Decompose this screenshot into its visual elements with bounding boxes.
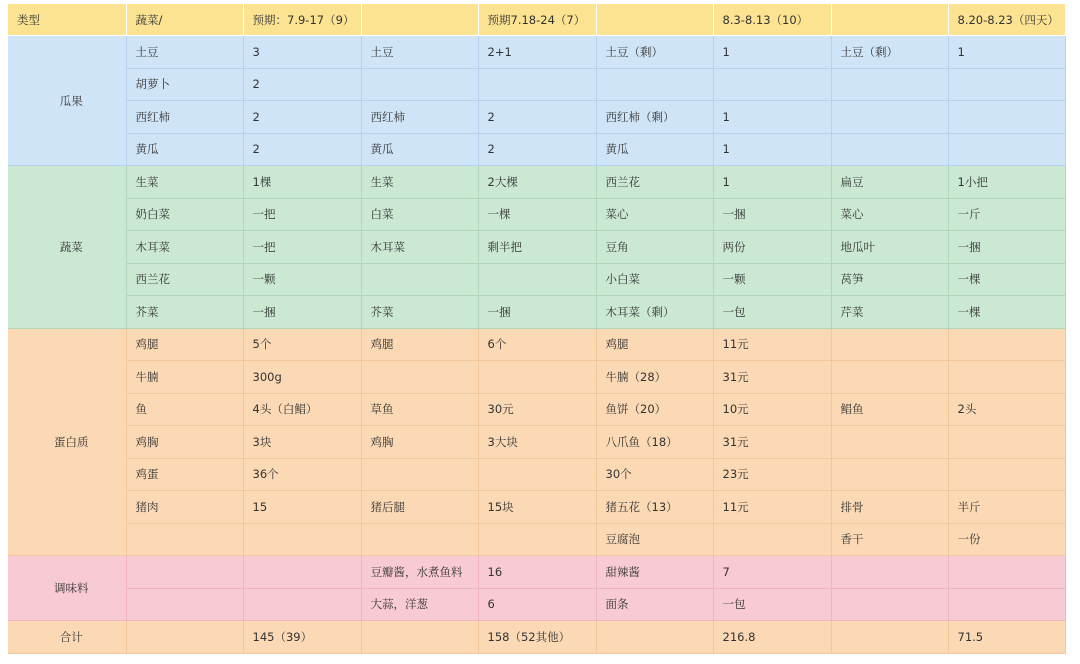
- table-cell[interactable]: 11元: [713, 491, 831, 524]
- table-cell[interactable]: [478, 458, 596, 491]
- table-cell[interactable]: [948, 361, 1065, 394]
- table-cell[interactable]: 菜心: [831, 198, 948, 231]
- category-cell[interactable]: 蛋白质: [8, 328, 126, 556]
- table-cell[interactable]: 1: [713, 36, 831, 69]
- table-cell[interactable]: 猪五花（13）: [596, 491, 713, 524]
- header-cell[interactable]: 预期7.18-24（7）: [478, 4, 596, 36]
- header-cell[interactable]: 预期：7.9-17（9）: [243, 4, 361, 36]
- table-cell[interactable]: 一把: [243, 231, 361, 264]
- table-cell[interactable]: 鸡腿: [126, 328, 243, 361]
- table-cell[interactable]: [478, 68, 596, 101]
- table-cell[interactable]: 2: [243, 133, 361, 166]
- table-cell[interactable]: [126, 588, 243, 621]
- table-cell[interactable]: 1: [948, 36, 1065, 69]
- table-cell[interactable]: [478, 523, 596, 556]
- table-cell[interactable]: 奶白菜: [126, 198, 243, 231]
- table-cell[interactable]: 剩半把: [478, 231, 596, 264]
- table-cell[interactable]: 6: [478, 588, 596, 621]
- table-cell[interactable]: 小白菜: [596, 263, 713, 296]
- table-cell[interactable]: 一份: [948, 523, 1065, 556]
- category-cell[interactable]: 蔬菜: [8, 166, 126, 329]
- table-cell[interactable]: [361, 458, 478, 491]
- table-cell[interactable]: 豆腐泡: [596, 523, 713, 556]
- table-cell[interactable]: 鱼: [126, 393, 243, 426]
- total-cell[interactable]: 158（52其他）: [478, 621, 596, 654]
- table-cell[interactable]: 5个: [243, 328, 361, 361]
- table-cell[interactable]: 生菜: [361, 166, 478, 199]
- table-cell[interactable]: 两份: [713, 231, 831, 264]
- header-cell[interactable]: [831, 4, 948, 36]
- table-cell[interactable]: [948, 133, 1065, 166]
- table-cell[interactable]: [948, 556, 1065, 589]
- table-cell[interactable]: 16: [478, 556, 596, 589]
- table-cell[interactable]: [478, 263, 596, 296]
- table-cell[interactable]: 一捆: [948, 231, 1065, 264]
- table-cell[interactable]: 木耳菜: [361, 231, 478, 264]
- table-cell[interactable]: 7: [713, 556, 831, 589]
- table-cell[interactable]: 300g: [243, 361, 361, 394]
- table-row: [8, 426, 1065, 459]
- table-cell[interactable]: [361, 263, 478, 296]
- table-cell[interactable]: [831, 556, 948, 589]
- table-cell[interactable]: 一颗: [243, 263, 361, 296]
- table-cell[interactable]: 2: [243, 68, 361, 101]
- table-cell[interactable]: [948, 328, 1065, 361]
- table-cell[interactable]: 1小把: [948, 166, 1065, 199]
- total-cell[interactable]: 216.8: [713, 621, 831, 654]
- table-cell[interactable]: [948, 588, 1065, 621]
- table-row: [8, 231, 1065, 264]
- table-row: [8, 556, 1065, 589]
- header-cell[interactable]: 类型: [8, 4, 126, 36]
- category-cell[interactable]: 瓜果: [8, 36, 126, 166]
- table-cell[interactable]: [713, 523, 831, 556]
- table-cell[interactable]: 莴笋: [831, 263, 948, 296]
- table-cell[interactable]: 黄瓜: [126, 133, 243, 166]
- table-cell[interactable]: 11元: [713, 328, 831, 361]
- table-cell[interactable]: 2头: [948, 393, 1065, 426]
- table-row: [8, 36, 1065, 69]
- table-cell[interactable]: 23元: [713, 458, 831, 491]
- table-cell[interactable]: 1棵: [243, 166, 361, 199]
- table-cell[interactable]: 芹菜: [831, 296, 948, 329]
- table-cell[interactable]: 6个: [478, 328, 596, 361]
- table-cell[interactable]: 3: [243, 36, 361, 69]
- table-cell[interactable]: 一颗: [713, 263, 831, 296]
- table-cell[interactable]: 扁豆: [831, 166, 948, 199]
- table-cell[interactable]: 芥菜: [126, 296, 243, 329]
- table-cell[interactable]: 西红柿（剩）: [596, 101, 713, 134]
- table-cell[interactable]: [126, 523, 243, 556]
- table-cell[interactable]: 一捆: [243, 296, 361, 329]
- table-cell[interactable]: 鲳鱼: [831, 393, 948, 426]
- table-row: [8, 198, 1065, 231]
- table-cell[interactable]: 一斤: [948, 198, 1065, 231]
- table-cell[interactable]: [948, 101, 1065, 134]
- table-cell[interactable]: 30元: [478, 393, 596, 426]
- table-cell[interactable]: 15: [243, 491, 361, 524]
- table-cell[interactable]: [948, 426, 1065, 459]
- table-cell[interactable]: [831, 426, 948, 459]
- total-cell[interactable]: [126, 621, 243, 654]
- table-cell[interactable]: 土豆: [361, 36, 478, 69]
- total-cell[interactable]: 71.5: [948, 621, 1065, 654]
- table-cell[interactable]: 土豆（剩）: [831, 36, 948, 69]
- table-cell[interactable]: 1: [713, 133, 831, 166]
- table-cell[interactable]: 3大块: [478, 426, 596, 459]
- table-cell[interactable]: 一捆: [713, 198, 831, 231]
- table-cell[interactable]: 10元: [713, 393, 831, 426]
- table-cell[interactable]: 牛腩（28）: [596, 361, 713, 394]
- table-cell[interactable]: 胡萝卜: [126, 68, 243, 101]
- table-cell[interactable]: [831, 133, 948, 166]
- total-row: [8, 621, 1065, 654]
- table-cell[interactable]: [243, 556, 361, 589]
- table-cell[interactable]: 鸡胸: [361, 426, 478, 459]
- table-cell[interactable]: 一包: [713, 296, 831, 329]
- total-cell[interactable]: [831, 621, 948, 654]
- table-cell[interactable]: [948, 458, 1065, 491]
- table-cell[interactable]: 猪肉: [126, 491, 243, 524]
- table-cell[interactable]: 一捆: [478, 296, 596, 329]
- table-cell[interactable]: 2: [478, 133, 596, 166]
- table-cell[interactable]: [831, 328, 948, 361]
- table-cell[interactable]: 鱼饼（20）: [596, 393, 713, 426]
- table-row: [8, 361, 1065, 394]
- table-cell[interactable]: 一棵: [948, 296, 1065, 329]
- table-cell[interactable]: 31元: [713, 361, 831, 394]
- table-cell[interactable]: [478, 361, 596, 394]
- table-cell[interactable]: 1: [713, 101, 831, 134]
- table-cell[interactable]: 3块: [243, 426, 361, 459]
- table-cell[interactable]: 鸡腿: [361, 328, 478, 361]
- table-row: [8, 296, 1065, 329]
- header-cell[interactable]: 蔬菜/: [126, 4, 243, 36]
- header-cell[interactable]: [361, 4, 478, 36]
- table-cell[interactable]: 菜心: [596, 198, 713, 231]
- table-cell[interactable]: 草鱼: [361, 393, 478, 426]
- table-cell[interactable]: 30个: [596, 458, 713, 491]
- table-cell[interactable]: 鸡蛋: [126, 458, 243, 491]
- table-cell[interactable]: [126, 556, 243, 589]
- table-cell[interactable]: 15块: [478, 491, 596, 524]
- table-row: [8, 491, 1065, 524]
- table-cell[interactable]: [361, 68, 478, 101]
- header-row: [8, 4, 1065, 36]
- table-row: [8, 588, 1065, 621]
- table-cell[interactable]: 西兰花: [596, 166, 713, 199]
- table-cell[interactable]: 半斤: [948, 491, 1065, 524]
- table-cell[interactable]: 一棵: [478, 198, 596, 231]
- table-cell[interactable]: 土豆（剩）: [596, 36, 713, 69]
- table-cell[interactable]: 香干: [831, 523, 948, 556]
- table-cell[interactable]: 猪后腿: [361, 491, 478, 524]
- table-row: [8, 166, 1065, 199]
- grocery-table: [8, 4, 1066, 654]
- table-cell[interactable]: [596, 68, 713, 101]
- table-row: [8, 101, 1065, 134]
- table-cell[interactable]: 一把: [243, 198, 361, 231]
- total-label-cell[interactable]: 合计: [8, 621, 126, 654]
- table-cell[interactable]: 36个: [243, 458, 361, 491]
- table-cell[interactable]: 地瓜叶: [831, 231, 948, 264]
- table-cell[interactable]: 2+1: [478, 36, 596, 69]
- table-cell[interactable]: 西红柿: [361, 101, 478, 134]
- table-cell[interactable]: 西红柿: [126, 101, 243, 134]
- table-cell[interactable]: 八爪鱼（18）: [596, 426, 713, 459]
- table-cell[interactable]: 芥菜: [361, 296, 478, 329]
- header-cell[interactable]: 8.20-8.23（四天）: [948, 4, 1065, 36]
- table-cell[interactable]: 31元: [713, 426, 831, 459]
- table-cell[interactable]: 土豆: [126, 36, 243, 69]
- table-cell[interactable]: 木耳菜: [126, 231, 243, 264]
- table-cell[interactable]: 2: [478, 101, 596, 134]
- table-cell[interactable]: 白菜: [361, 198, 478, 231]
- table-cell[interactable]: [831, 101, 948, 134]
- table-cell[interactable]: [361, 523, 478, 556]
- header-cell[interactable]: [596, 4, 713, 36]
- table-cell[interactable]: 2大棵: [478, 166, 596, 199]
- table-cell[interactable]: [948, 68, 1065, 101]
- table-cell[interactable]: 生菜: [126, 166, 243, 199]
- table-cell[interactable]: 4头（白鲳）: [243, 393, 361, 426]
- table-row: [8, 263, 1065, 296]
- table-row: [8, 133, 1065, 166]
- table-cell[interactable]: 鸡腿: [596, 328, 713, 361]
- table-cell[interactable]: 黄瓜: [361, 133, 478, 166]
- table-row: [8, 328, 1065, 361]
- table-cell[interactable]: 牛腩: [126, 361, 243, 394]
- table-cell[interactable]: 一包: [713, 588, 831, 621]
- table-cell[interactable]: 大蒜，洋葱: [361, 588, 478, 621]
- table-row: [8, 393, 1065, 426]
- table-cell[interactable]: [361, 361, 478, 394]
- table-cell[interactable]: 2: [243, 101, 361, 134]
- table-cell[interactable]: 排骨: [831, 491, 948, 524]
- table-cell[interactable]: 黄瓜: [596, 133, 713, 166]
- table-cell[interactable]: [243, 588, 361, 621]
- table-row: [8, 523, 1065, 556]
- table-cell[interactable]: [243, 523, 361, 556]
- table-cell[interactable]: 一棵: [948, 263, 1065, 296]
- category-cell[interactable]: 调味料: [8, 556, 126, 621]
- table-cell[interactable]: [831, 68, 948, 101]
- table-row: [8, 68, 1065, 101]
- header-cell[interactable]: 8.3-8.13（10）: [713, 4, 831, 36]
- total-cell[interactable]: [361, 621, 478, 654]
- table-cell[interactable]: [831, 588, 948, 621]
- table-cell[interactable]: 木耳菜（剩）: [596, 296, 713, 329]
- table-cell[interactable]: 鸡胸: [126, 426, 243, 459]
- total-cell[interactable]: [596, 621, 713, 654]
- table-cell[interactable]: 豆角: [596, 231, 713, 264]
- table-cell[interactable]: 1: [713, 166, 831, 199]
- table-cell[interactable]: [831, 458, 948, 491]
- table-cell[interactable]: [713, 68, 831, 101]
- table-cell[interactable]: [831, 361, 948, 394]
- table-cell[interactable]: 豆瓣酱，水煮鱼料: [361, 556, 478, 589]
- table-cell[interactable]: 西兰花: [126, 263, 243, 296]
- table-row: [8, 458, 1065, 491]
- total-cell[interactable]: 145（39）: [243, 621, 361, 654]
- table-cell[interactable]: 甜辣酱: [596, 556, 713, 589]
- table-cell[interactable]: 面条: [596, 588, 713, 621]
